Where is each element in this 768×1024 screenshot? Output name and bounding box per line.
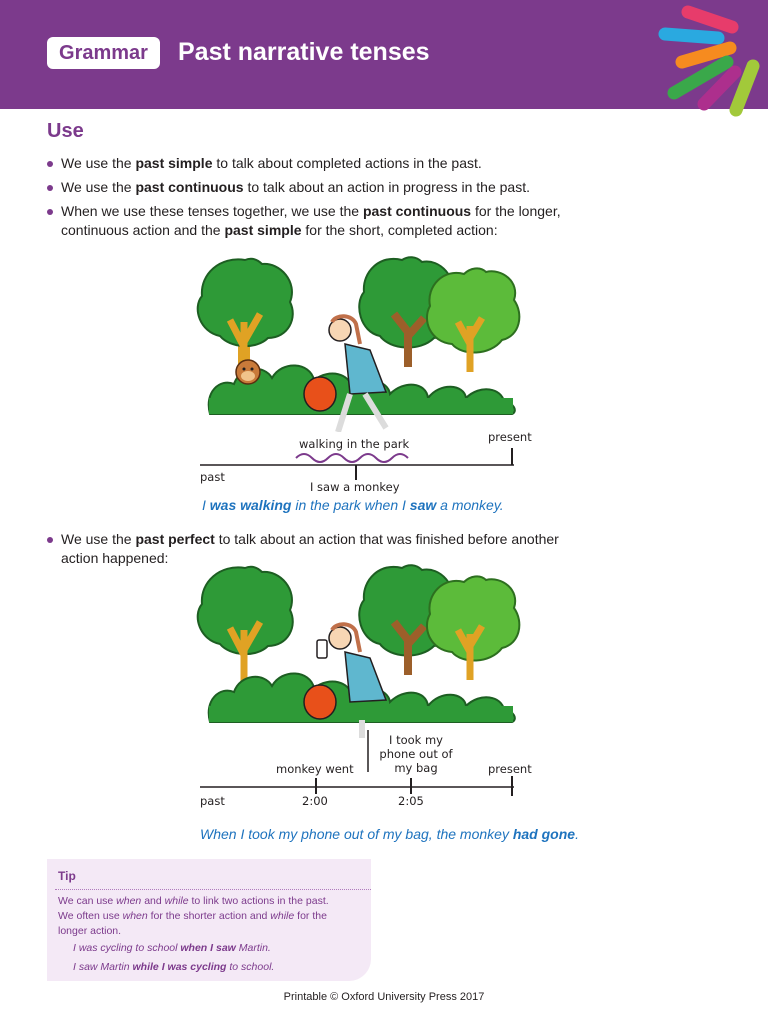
- timeline2-past: past: [200, 794, 225, 808]
- timeline1-long-action: walking in the park: [299, 437, 410, 451]
- continuous-wave: [296, 454, 408, 462]
- timeline2-event1: monkey went: [276, 762, 354, 776]
- timeline2-time1: 2:00: [302, 794, 328, 808]
- bullet-dot: [47, 209, 53, 215]
- timeline1-short-action: I saw a monkey: [310, 480, 400, 494]
- example-sentence-1: I was walking in the park when I saw a monkey.: [202, 497, 504, 513]
- timeline2-time2: 2:05: [398, 794, 424, 808]
- timeline2-present: present: [488, 762, 532, 776]
- timeline-2: [198, 770, 518, 800]
- bullet-dot: [47, 161, 53, 167]
- tip-divider: [55, 889, 371, 890]
- tip-example-2: I saw Martin while I was cycling to school.: [73, 961, 275, 973]
- tip-example-1: I was cycling to school when I saw Martin.: [73, 942, 271, 954]
- monkey-icon: [236, 360, 260, 384]
- bullet-past-continuous: We use the past continuous to talk about an action in progress in the past.: [47, 178, 607, 197]
- footer-copyright: Printable © Oxford University Press 2017: [283, 991, 485, 1003]
- bullet-dot: [47, 537, 53, 543]
- example-sentence-2: When I took my phone out of my bag, the monkey had gone.: [200, 826, 579, 842]
- timeline2-event2: I took my phone out of my bag: [379, 733, 453, 775]
- timeline1-past: past: [200, 470, 225, 484]
- tree-right: [359, 257, 519, 372]
- bullet-dot: [47, 185, 53, 191]
- page-title: Past narrative tenses: [178, 38, 430, 66]
- phone-icon: [317, 640, 327, 658]
- tip-title: Tip: [58, 869, 76, 883]
- tree-right: [359, 565, 519, 680]
- tree-left: [198, 567, 293, 690]
- tip-box: [47, 859, 371, 981]
- tip-text: We can use when and while to link two actions in the past. We often use when for the shorter action and while for the longer action.: [58, 895, 329, 937]
- park-illustration-phone: [190, 560, 525, 745]
- timeline1-present: present: [488, 430, 532, 444]
- park-illustration-walking: [190, 252, 525, 432]
- bullet-past-perfect: We use the past perfect to talk about an action that was finished before another action happened:: [47, 530, 587, 568]
- section-heading-use: Use: [47, 120, 84, 142]
- oxford-logo-icon: [652, 0, 768, 120]
- bullet-together: When we use these tenses together, we use the past continuous for the longer, continuous action and the past simple for the short, completed action:: [47, 202, 577, 240]
- bullet-past-simple: We use the past simple to talk about completed actions in the past.: [47, 154, 607, 173]
- grammar-badge: Grammar: [47, 37, 160, 69]
